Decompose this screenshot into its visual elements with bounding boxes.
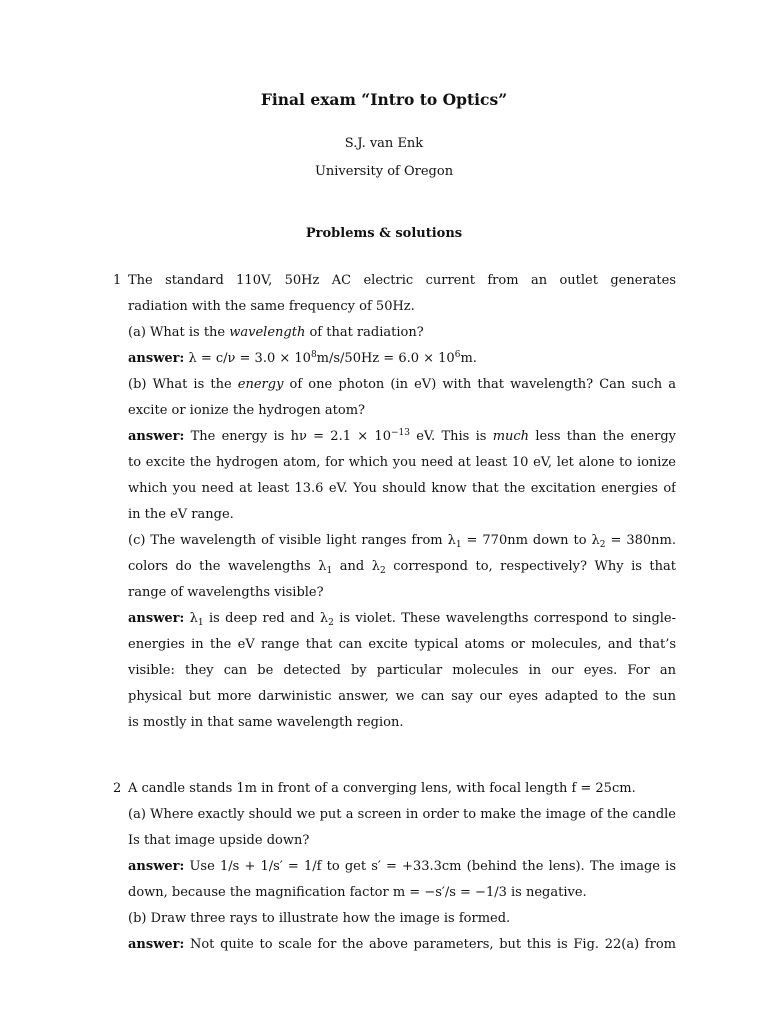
question-c-line: colors do the wavelengths $\lambda_1$ and $\lambda_2$ correspond to, respectively? Why is that <box>128 559 676 576</box>
question-a: (a) What is the wavelength of that radiation? <box>128 325 424 340</box>
answer-b-line: answer: The energy is $h\nu = 2.1 \times 10^{-13}$ eV. This is much less than the energy <box>128 428 676 444</box>
question-a-line: (a) Where exactly should we put a screen in order to make the image of the candle <box>128 807 676 822</box>
problem-statement-line: The standard 110V, 50Hz AC electric current from an outlet generates <box>128 273 676 288</box>
answer-b-line: to excite the hydrogen atom, for which you need at least 10 eV, let alone to ionize <box>128 455 676 470</box>
answer-b-line: in the eV range. <box>128 507 234 522</box>
question-b: (b) Draw three rays to illustrate how the image is formed. <box>128 911 511 926</box>
question-a-line: Is that image upside down? <box>128 833 310 848</box>
answer-a-line: answer: Use 1/s + 1/s′ = 1/f to get s′ = +33.3cm (behind the lens). The image is <box>128 859 676 874</box>
problem-statement-line: radiation with the same frequency of 50Hz. <box>128 299 415 314</box>
answer-a: answer: $\lambda = c/\nu = 3.0 \times 10^8m/s/50Hz = 6.0 \times 10^6m$. <box>128 350 477 366</box>
author-name: S.J. van Enk <box>344 136 424 151</box>
question-c-line: range of wavelengths visible? <box>128 585 324 600</box>
question-b-line: (b) What is the energy of one photon (in eV) with that wavelength? Can such a <box>128 377 676 392</box>
answer-c-line: is mostly in that same wavelength region. <box>128 715 404 730</box>
section-heading: Problems & solutions <box>305 226 463 241</box>
problem-statement-line: A candle stands 1m in front of a converging lens, with focal length f = 25cm. <box>128 781 636 796</box>
problem-number: 1 <box>113 273 122 288</box>
answer-a-line: down, because the magnification factor m = −s′/s = −1/3 is negative. <box>128 885 587 900</box>
affiliation: University of Oregon <box>314 164 454 179</box>
problem-body <box>128 268 676 736</box>
answer-c-line: visible: they can be detected by particular molecules in our eyes. For an <box>128 663 676 678</box>
answer-c-line: energies in the eV range that can excite typical atoms or molecules, and that’s <box>128 637 676 652</box>
problem-number: 2 <box>113 781 122 796</box>
question-b-line: excite or ionize the hydrogen atom? <box>128 403 365 418</box>
answer-b-line: which you need at least 13.6 eV. You should know that the excitation energies of <box>128 481 676 496</box>
answer-c-line: answer: $\lambda_1$ is deep red and $\lambda_2$ is violet. These wavelengths correspond to single- <box>128 611 676 628</box>
document-title: Final exam “Intro to Optics” <box>260 90 508 109</box>
answer-b-line: answer: Not quite to scale for the above parameters, but this is Fig. 22(a) from <box>128 937 676 952</box>
question-c-line: (c) The wavelength of visible light ranges from $\lambda_1 = 770nm$ down to $\lambda_2 = 380nm$. <box>128 533 676 550</box>
answer-c-line: physical but more darwinistic answer, we can say our eyes adapted to the sun <box>128 689 676 704</box>
problem-body <box>128 776 676 958</box>
